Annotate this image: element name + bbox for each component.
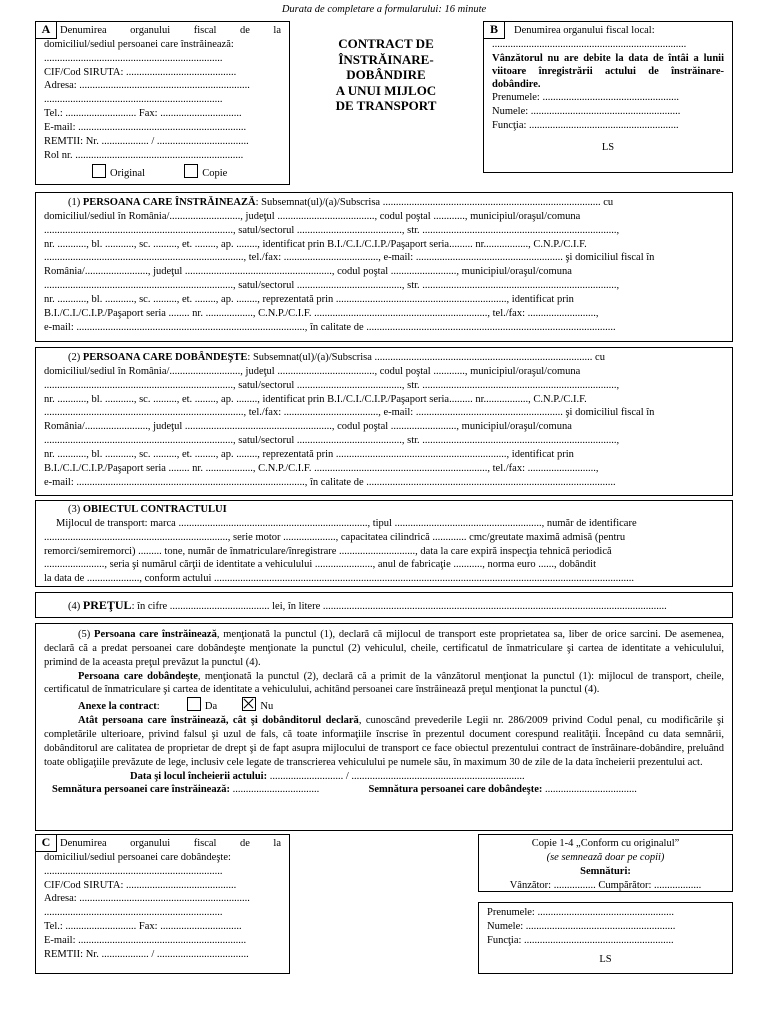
box-c-remtii-field[interactable]: REMTII: Nr. .................. / ................................... — [44, 948, 249, 960]
sec2-line-1[interactable]: : Subsemnat(ul)/(a)/Subscrisa ................................................................................... cu — [247, 352, 605, 363]
box-c-address-field-2[interactable]: .................................................................... — [44, 907, 223, 919]
box-c-tag: C — [35, 834, 57, 852]
sec2-line-4[interactable]: nr. ..........., bl. ..........., sc. ........., et. ........, ap. ........, identificat prin B.I./C.I./C.I.P./Paşaport seria......... nr................., C.N.P./C.I.F. — [44, 393, 587, 405]
annex-label: Anexe la contract — [78, 701, 157, 713]
sec1-line-8[interactable]: nr. ..........., bl. ..........., sc. ........., et. ........, ap. ........, reprezentată prin ................................................................., identificat prin — [44, 294, 574, 306]
box-a-tag: A — [35, 21, 57, 39]
sec2-line-7[interactable]: ........................................................................, satul/sectorul ........................................, str. .........................................................................., — [44, 435, 620, 447]
box-b-local-fiscal-office — [483, 21, 733, 173]
box-c-address-field[interactable]: Adresa: ................................................................. — [44, 893, 250, 905]
sec2-line-6[interactable]: România/........................, judeţul ........................................................, codul poştal ........................., municipiul/oraşul/comuna — [44, 421, 572, 433]
box-a-seller-fiscal-office — [35, 21, 290, 185]
sec1-line-6[interactable]: România/........................, judeţul ........................................................, codul poştal ........................., municipiul/oraşul/comuna — [44, 266, 572, 278]
copies-line-1: Copie 1-4 „Conform cu originalul” — [531, 838, 680, 849]
box-d-lastname-field[interactable]: Numele: ......................................................... — [487, 920, 676, 932]
title-line-4: A UNUI MIJLOC — [335, 82, 437, 98]
annex-yes-checkbox[interactable] — [187, 697, 201, 711]
joint-declaration-text: , cunoscând prevederile Legii nr. 286/2009 privind Codul penal, cu modificările şi completările ulterioare, privind falsul şi uzul de fals, că toate informaţiile înscrise în prezentul document corespund realităţii. Începând cu data semnării, dobânditorul are calitatea de proprietar de drept şi de fapt asupra mijlocului de transport ce face obiectul prezentului contract de înstrăinare-dobândire, preluând toate obligaţiile prevăzute de lege, inclusiv cele legate de transcrierea vehiculului pe numele său, în maximum 30 de zile de la data încheierii prezentului act. — [44, 715, 724, 768]
box-a-line-1: Denumirea organului fiscal de la — [60, 25, 281, 36]
copies-box — [478, 834, 733, 892]
annex-yes-label: Da — [204, 701, 218, 713]
section-contract-object — [35, 500, 733, 587]
box-c-buyer-fiscal-office — [35, 834, 290, 974]
title-line-3: DOBÂNDIRE — [346, 67, 426, 83]
box-a-tel-fax-field[interactable]: Tel.: ........................... Fax: ............................... — [44, 108, 242, 120]
official-signature-box — [478, 902, 733, 974]
date-place-label: Data şi locul încheierii actului: — [130, 770, 268, 782]
joint-declaration-label: Atât persoana care înstrăinează, cât şi dobânditorul declară — [78, 715, 359, 727]
copy-checkbox[interactable] — [184, 164, 198, 178]
sec1-line-4[interactable]: nr. ..........., bl. ..........., sc. ........., et. ........, ap. ........, identificat prin B.I./C.I./C.I.P./Paşaport seria......... nr................., C.N.P./C.I.F. — [44, 238, 587, 250]
buyer-declaration-label: Persoana care dobândeşte — [78, 670, 198, 682]
annex-no-checkbox[interactable] — [242, 697, 256, 711]
original-checkbox[interactable] — [92, 164, 106, 178]
sec5-number: (5) — [78, 629, 91, 640]
box-c-line-3[interactable]: .................................................................... — [44, 865, 223, 877]
seller-declaration-label: Persoana care înstrăinează — [94, 629, 217, 640]
annex-no-label: Nu — [260, 701, 274, 713]
sec2-number: (2) — [68, 352, 81, 363]
title-line-2: ÎNSTRĂINARE- — [338, 51, 434, 67]
box-b-lastname-field[interactable]: Numele: ......................................................... — [492, 105, 681, 117]
box-c-line-1: Denumirea organului fiscal de la — [60, 838, 281, 849]
sec3-line-1[interactable]: Mijlocul de transport: marca ........................................................................, tipul ........................................................, număr de identificare — [56, 517, 637, 529]
seller-signature-label: Semnătura persoanei care înstrăinează: — [52, 784, 230, 796]
box-a-address-field[interactable]: Adresa: ................................................................. — [44, 80, 250, 92]
title-line-5: DE TRANSPORT — [335, 98, 437, 114]
seller-signature-field[interactable]: ................................. — [230, 784, 320, 796]
box-a-line-2: domiciliul/sediul persoanei care înstrăinează: — [44, 38, 234, 50]
box-a-email-field[interactable]: E-mail: ................................................................ — [44, 122, 247, 134]
buyer-signature-field[interactable]: ................................... — [542, 784, 637, 796]
copy-label: Copie — [202, 167, 228, 179]
sec3-line-5[interactable]: la data de ...................., conform actului ................................................................................................................................................................ — [44, 573, 634, 585]
section-seller — [35, 192, 733, 342]
copies-signatures-field[interactable]: Vânzător: ................ Cumpărător: .................. — [509, 879, 702, 891]
sec2-line-9[interactable]: B.I./C.I./C.I.P./Paşaport seria ........ nr. .................., C.N.P./C.I.F. .................................................................., tel./fax: .........................., — [44, 462, 599, 474]
box-b-line-2[interactable]: .......................................................................... — [492, 38, 687, 50]
box-d-firstname-field[interactable]: Prenumele: .................................................... — [487, 907, 674, 918]
box-a-cif-field[interactable]: CIF/Cod SIRUTA: .......................................... — [44, 66, 237, 78]
sec1-line-7[interactable]: ........................................................................, satul/sectorul ........................................, str. .........................................................................., — [44, 280, 620, 292]
sec4-title: PREŢUL — [82, 598, 132, 612]
box-b-tag: B — [483, 21, 505, 39]
annex-colon: : — [156, 701, 160, 713]
box-a-rol-field[interactable]: Rol nr. ................................................................ — [44, 149, 244, 161]
sec2-line-8[interactable]: nr. ..........., bl. ..........., sc. ........., et. ........, ap. ........, reprezentată prin ................................................................., identificat prin — [44, 449, 574, 461]
seller-declaration-text: , menţionată la punctul (1), declară că mijlocul de transport este proprietatea sa, liber de orice sarcini. De asemenea, declară că a predat persoanei care dobândeşte menţionate la punctul (2) vehiculul, cheile, certificatul de înmatriculare şi cartea de identitate a vehiculului, primind de la aceasta preţul prevăzut la punctul (4). — [44, 629, 725, 668]
sec2-line-2[interactable]: domiciliul/sediul în România/..........................., judeţul ....................................., codul poştal ............, municipiul/oraşul/comuna — [44, 365, 581, 377]
box-b-firstname-field[interactable]: Prenumele: .................................................... — [492, 92, 679, 104]
box-a-remtii-field[interactable]: REMTII: Nr. .................. / ................................... — [44, 135, 249, 147]
sec3-title: OBIECTUL CONTRACTULUI — [82, 504, 227, 515]
box-c-cif-field[interactable]: CIF/Cod SIRUTA: .......................................... — [44, 879, 237, 891]
box-a-line-3[interactable]: .................................................................... — [44, 52, 223, 64]
section-price — [35, 592, 733, 618]
box-b-ls-stamp: LS — [601, 141, 615, 153]
box-d-ls-stamp: LS — [599, 953, 612, 965]
buyer-declaration-text: , menţionată la punctul (2), declară că a primit de la vânzătorul menţionat la punctul (1): mijlocul de transport, cheile, certificatul de înmatriculare şi cartea de identitate a vehiculului, achitând persoanei care înstrăinează preţul menţionat la punctul (4). — [44, 670, 724, 696]
date-place-field[interactable]: ............................ / .................................................................. — [267, 770, 525, 782]
sec1-line-1[interactable]: : Subsemnat(ul)/(a)/Subscrisa ................................................................................... cu — [255, 197, 614, 208]
buyer-signature-label: Semnătura persoanei care dobândeşte: — [368, 784, 543, 796]
sec1-line-10[interactable]: e-mail: ......................................................................................., în calitate de ............................................................................................... — [44, 321, 616, 333]
sec3-line-2[interactable]: ......................................................................, serie motor ...................., capacitatea cilindrică ............. cmc/greutate maximă admisă (pentru — [44, 531, 626, 543]
title-line-1: CONTRACT DE — [338, 36, 434, 51]
price-field[interactable]: : în cifre ...................................... lei, în litere ................................................................................................................................... — [131, 601, 667, 612]
box-a-address-field-2[interactable]: .................................................................... — [44, 94, 223, 106]
box-c-line-2: domiciliul/sediul persoanei care dobândeşte: — [44, 851, 231, 863]
sec2-title: PERSOANA CARE DOBÂNDEŞTE — [82, 352, 248, 363]
sec4-number: (4) — [68, 601, 81, 612]
box-c-tel-fax-field[interactable]: Tel.: ........................... Fax: ............................... — [44, 921, 242, 933]
sec1-line-9[interactable]: B.I./C.I./C.I.P./Paşaport seria ........ nr. .................., C.N.P./C.I.F. .................................................................., tel./fax: .........................., — [44, 307, 599, 319]
sec3-line-4[interactable]: ......................., seria şi numărul cărţii de identitate a vehiculului ......................, anul de fabricaţie ..........., norma euro ......, dobândit — [44, 559, 596, 571]
box-b-line-1: Denumirea organului fiscal local: — [514, 25, 655, 36]
sec1-title: PERSOANA CARE ÎNSTRĂINEAZĂ — [82, 197, 256, 208]
contract-title — [296, 36, 476, 114]
section-declarations — [35, 623, 733, 831]
copies-line-2: (se semnează doar pe copii) — [546, 851, 665, 863]
no-debts-statement: Vânzătorul nu are debite la data de întâi a lunii viitoare înregistrării actului de înstrăinare-dobândire. — [492, 52, 724, 90]
sec2-line-5[interactable]: ............................................................................, tel./fax: ...................................., e-mail: ........................................................ şi domiciliul fiscal în — [44, 407, 655, 419]
box-d-function-field[interactable]: Funcţia: ......................................................... — [487, 934, 674, 946]
sec1-line-3[interactable]: ........................................................................, satul/sectorul ........................................, str. .........................................................................., — [44, 224, 620, 236]
section-buyer — [35, 347, 733, 496]
sec3-line-3[interactable]: remorci/semiremorci) ......... tone, număr de înmatriculare/înregistrare ............................., data la care expiră inspecţia tehnică periodică — [44, 545, 612, 557]
form-duration: Durata de completare a formularului: 16 minute — [281, 4, 487, 15]
copies-signatures-label: Semnături: — [580, 865, 631, 877]
box-c-email-field[interactable]: E-mail: ................................................................ — [44, 935, 247, 947]
sec1-number: (1) — [68, 197, 81, 208]
sec2-line-3[interactable]: ........................................................................, satul/sectorul ........................................, str. .........................................................................., — [44, 379, 620, 391]
sec1-line-5[interactable]: ............................................................................, tel./fax: ...................................., e-mail: ........................................................ şi domiciliul fiscal în — [44, 252, 655, 264]
box-b-function-field[interactable]: Funcţia: ......................................................... — [492, 119, 679, 131]
sec1-line-2[interactable]: domiciliul/sediul în România/..........................., judeţul ....................................., codul poştal ............, municipiul/oraşul/comuna — [44, 210, 581, 222]
original-label: Original — [110, 167, 145, 179]
sec2-line-10[interactable]: e-mail: ......................................................................................., în calitate de ............................................................................................... — [44, 476, 616, 488]
sec3-number: (3) — [68, 504, 81, 515]
